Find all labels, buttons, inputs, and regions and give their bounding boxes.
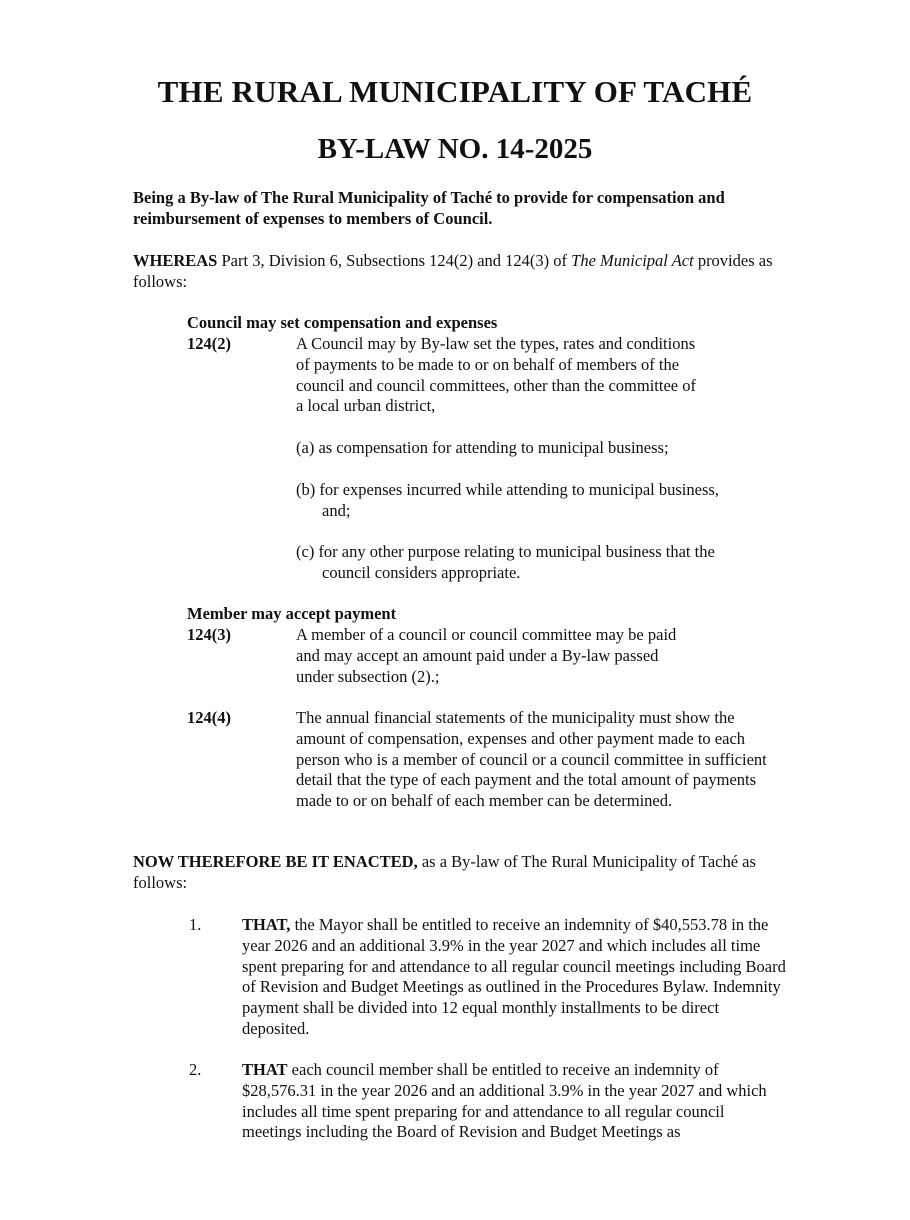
section-124-3-number: 124(3) [187,625,231,644]
section-124-2-number: 124(2) [187,334,231,353]
whereas-text-after: provides as follows: [133,251,773,291]
clause-b: (b) for expenses incurred while attending to municipal business, and; [296,480,719,520]
section-124-2-text: A Council may by By-law set the types, rates and conditions of payments to be made to or on behalf of members of the council and council committees, other than the committee of a local urban district, [296,334,696,416]
item-1-body: the Mayor shall be entitled to receive an indemnity of $40,553.78 in the year 2026 and an additional 3.9% in the year 2027 and which includes all time spent preparing for and attendance to all regular council meetings including Board of Revision and Budget Meetings as outlined in the Procedures Bylaw. Indemnity payment shall be divided into 12 equal monthly installments to be direct deposited. [242,915,786,1038]
clause-c: (c) for any other purpose relating to municipal business that the council considers appropriate. [296,542,715,582]
enacted-paragraph [133,852,783,894]
item-2-body: each council member shall be entitled to receive an indemnity of $28,576.31 in the year 2026 and an additional 3.9% in the year 2027 and which includes all time spent preparing for and attendance to all regular council meetings including the Board of Revision and Budget Meetings as [242,1060,767,1142]
item-2-lead: THAT [242,1060,288,1079]
whereas-label: WHEREAS [133,251,218,270]
section-124-2-heading: Council may set compensation and expenses [187,313,498,332]
document-title: THE RURAL MUNICIPALITY OF TACHÉ [157,74,753,109]
whereas-text-before: Part 3, Division 6, Subsections 124(2) and 124(3) of [217,251,572,270]
enacted-text: as a By-law of The Rural Municipality of Taché as follows: [133,852,756,892]
item-1-lead: THAT, [242,915,291,934]
section-124-3-heading: Member may accept payment [187,604,397,623]
section-124-4-number: 124(4) [187,708,231,727]
act-name: The Municipal Act [571,251,694,270]
enacted-label: NOW THEREFORE BE IT ENACTED, [133,852,418,871]
item-1-text [242,915,787,1040]
item-2-text [242,1060,787,1143]
section-124-3-text: A member of a council or council committee may be paid and may accept an amount paid under a By-law passed under subsection (2).; [296,625,677,686]
section-124-4-text: The annual financial statements of the municipality must show the amount of compensation, expenses and other payment made to each person who is a member of council or a council committee in sufficient detail that the type of each payment and the total amount of payments made to or on behalf of each member can be determined. [296,708,767,811]
whereas-paragraph [133,251,783,293]
item-2-number: 2. [189,1060,202,1079]
clause-a: (a) as compensation for attending to municipal business; [296,438,669,457]
item-1-number: 1. [189,915,202,934]
bylaw-intro: Being a By-law of The Rural Municipality of Taché to provide for compensation and reimbursement of expenses to members of Council. [133,188,725,228]
bylaw-number: BY-LAW NO. 14-2025 [317,133,593,165]
